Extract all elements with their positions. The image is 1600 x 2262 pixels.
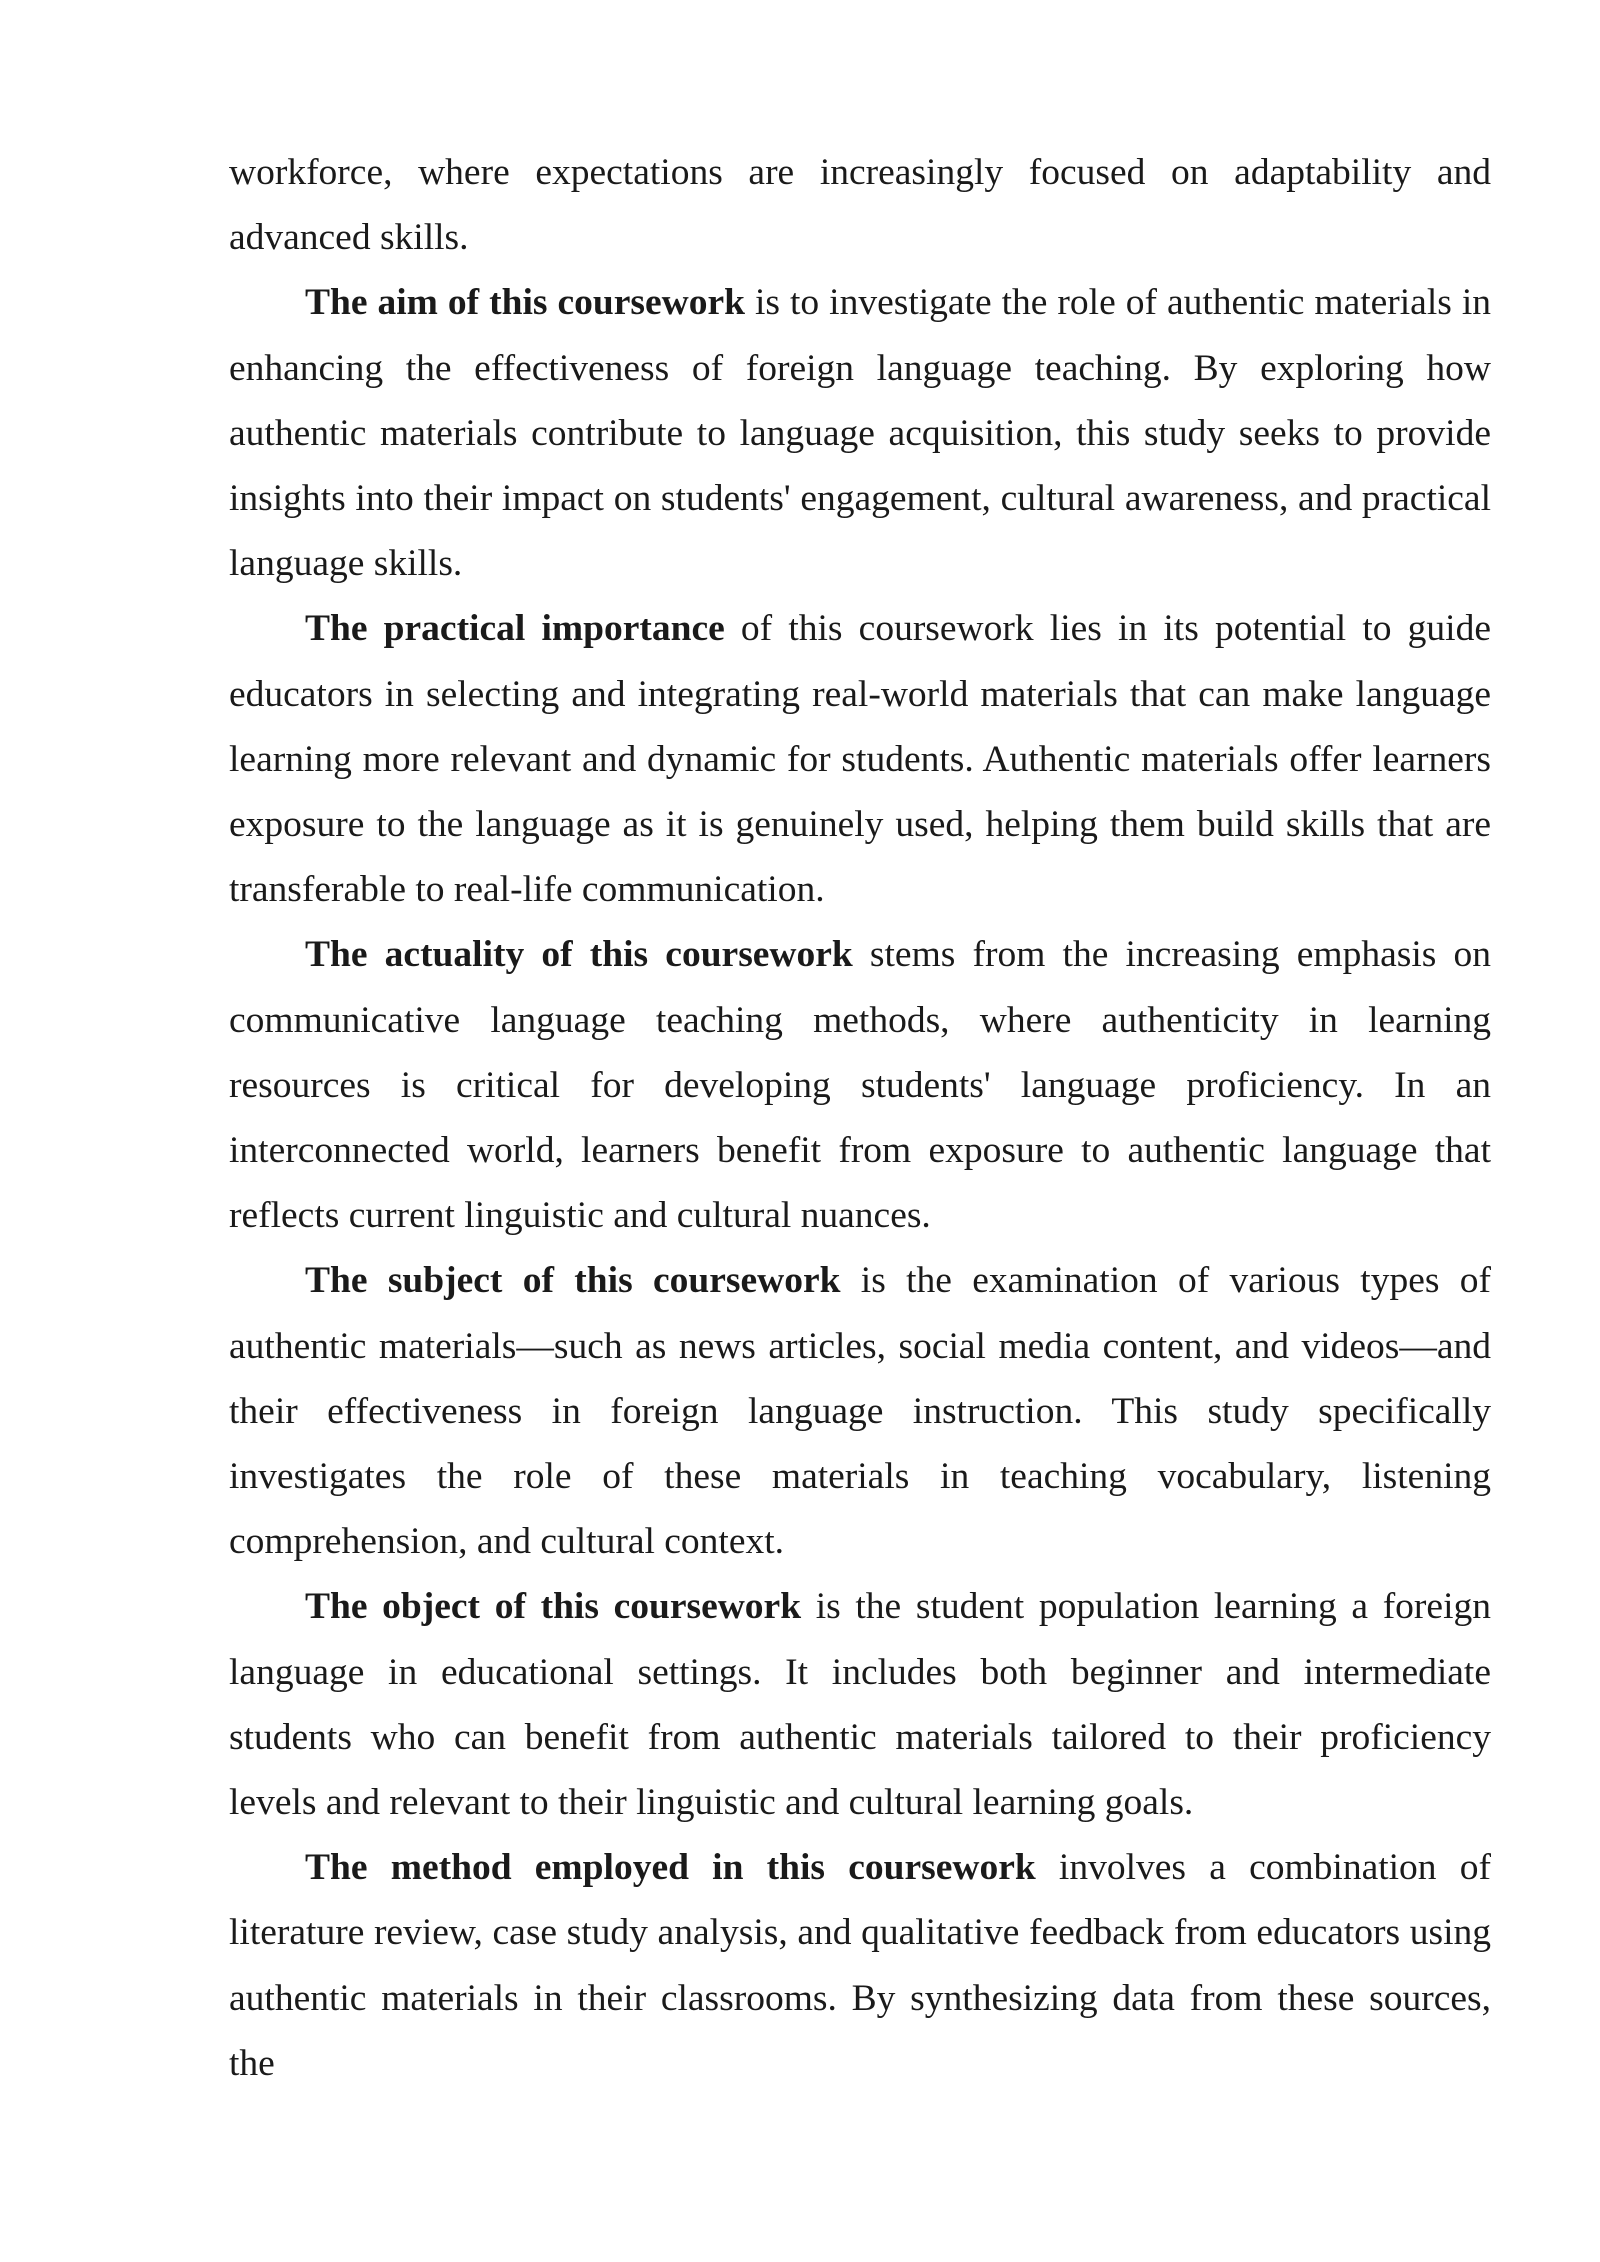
paragraph-object (229, 1574, 1491, 1835)
document-page (229, 140, 1491, 2096)
paragraph-text: workforce, where expectations are increasingly focused on adaptability and advanced skills. (229, 152, 1491, 259)
paragraph-aim (229, 270, 1491, 596)
paragraph-lead: The object of this coursework (305, 1586, 802, 1628)
paragraph-lead: The method employed in this coursework (305, 1847, 1036, 1889)
paragraph-lead: The practical importance (305, 608, 725, 650)
paragraph-lead: The actuality of this coursework (305, 934, 853, 976)
paragraph-text: involves a combination of literature review, case study analysis, and qualitative feedback from educators using authentic materials in their classrooms. By synthesizing data from these sources, the (229, 1847, 1492, 2084)
paragraph-lead: The subject of this coursework (305, 1260, 841, 1302)
paragraph-text: is the examination of various types of authentic materials—such as news articles, social media content, and videos—and their effectiveness in foreign language instruction. This study specifically investigates the role of these materials in teaching vocabulary, listening comprehension, and cultural context. (229, 1260, 1491, 1563)
paragraph-workforce-continuation (229, 140, 1491, 270)
paragraph-actuality (229, 922, 1491, 1248)
paragraph-text: of this coursework lies in its potential to guide educators in selecting and integrating real-world materials that can make language learning more relevant and dynamic for students. Authentic materials offer learners exposure to the language as it is genuinely used, helping them build skills that are transferable to real-life communication. (229, 608, 1491, 911)
paragraph-lead: The aim of this coursework (305, 282, 745, 324)
paragraph-subject (229, 1248, 1491, 1574)
paragraph-text: stems from the increasing emphasis on communicative language teaching methods, where authenticity in learning resources is critical for developing students' language proficiency. In an interconnected world, learners benefit from exposure to authentic language that reflects current linguistic and cultural nuances. (229, 934, 1491, 1237)
paragraph-practical-importance (229, 596, 1491, 922)
paragraph-text: is the student population learning a foreign language in educational settings. It includes both beginner and intermediate students who can benefit from authentic materials tailored to their proficiency levels and relevant to their linguistic and cultural learning goals. (229, 1586, 1491, 1824)
paragraph-method (229, 1835, 1491, 2096)
paragraph-text: is to investigate the role of authentic materials in enhancing the effectiveness of foreign language teaching. By exploring how authentic materials contribute to language acquisition, this study seeks to provide insights into their impact on students' engagement, cultural awareness, and practical language skills. (229, 282, 1492, 585)
